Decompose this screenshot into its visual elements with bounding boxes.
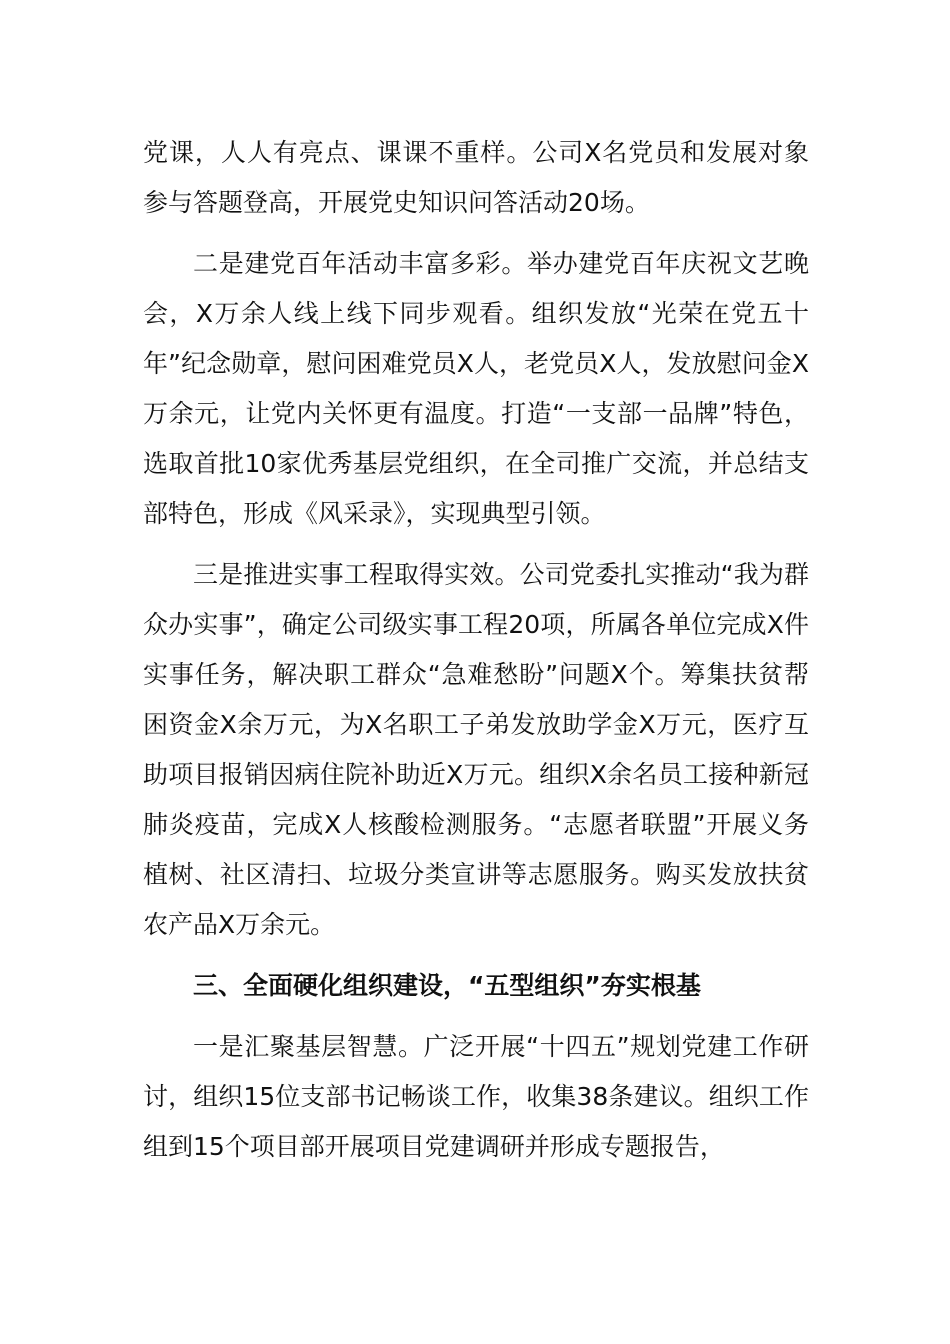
- paragraph-grassroots-wisdom: 一是汇聚基层智慧。广泛开展“十四五”规划党建工作研讨，组织15位支部书记畅谈工作，收集38条建议。组织工作组到15个项目部开展项目党建调研并形成专题报告，: [143, 1032, 809, 1161]
- paragraph-continuation: 党课，人人有亮点、课课不重样。公司X名党员和发展对象参与答题登高，开展党史知识问答活动20场。: [143, 138, 809, 217]
- document-body: [143, 128, 809, 1183]
- paragraph-party-centenary: 二是建党百年活动丰富多彩。举办建党百年庆祝文艺晚会，X万余人线上线下同步观看。组织发放“光荣在党五十年”纪念勋章，慰问困难党员X人，老党员X人，发放慰问金X万余元，让党内关怀更有温度。打造“一支部一品牌”特色，选取首批10家优秀基层党组织，在全司推广交流，并总结支部特色，形成《风采录》，实现典型引领。: [143, 249, 809, 528]
- section-heading: 三、全面硬化组织建设，“五型组织”夯实根基: [193, 971, 701, 1000]
- paragraph-practical-projects: 三是推进实事工程取得实效。公司党委扎实推动“我为群众办实事”，确定公司级实事工程20项，所属各单位完成X件实事任务，解决职工群众“急难愁盼”问题X个。筹集扶贫帮困资金X余万元，为X名职工子弟发放助学金X万元，医疗互助项目报销因病住院补助近X万元。组织X余名员工接种新冠肺炎疫苗，完成X人核酸检测服务。“志愿者联盟”开展义务植树、社区清扫、垃圾分类宣讲等志愿服务。购买发放扶贫农产品X万余元。: [143, 560, 809, 939]
